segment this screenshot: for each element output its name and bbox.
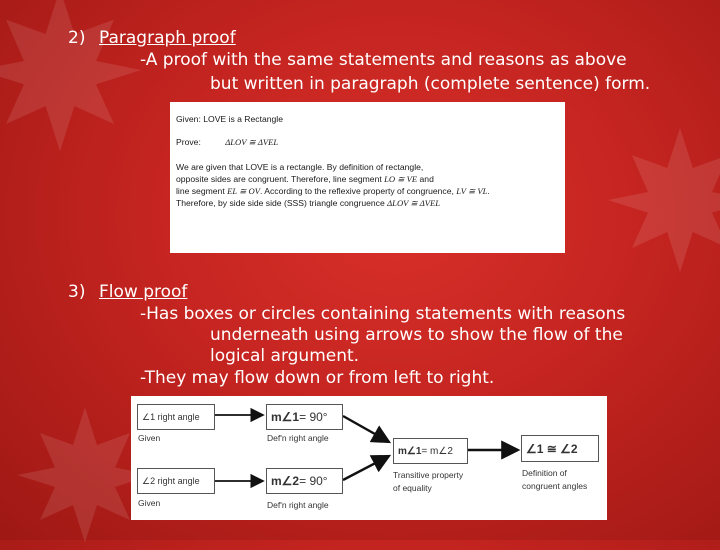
proof-math: LV ≅ VL [456,186,488,196]
paragraph-proof-desc-2: but written in paragraph (complete sentence) form. [210,74,651,94]
flow-box-reason: Given [138,433,161,443]
flow-proof-example-image [131,396,607,520]
proof-math: ΔLOV ≅ ΔVEL [387,198,441,208]
flow-proof-desc-2: underneath using arrows to show the flow of the [210,325,623,345]
proof-text: opposite sides are congruent. Therefore, line segment [176,174,385,184]
proof-math: EL ≅ OV [227,186,260,196]
flow-box-statement [393,438,468,464]
flow-box-reason: Transitive property [393,470,464,480]
flow-box-reason: congruent angles [522,481,588,491]
flow-proof-desc-1: -Has boxes or circles containing statements with reasons [140,304,626,324]
arrow [343,416,389,442]
proof-body-line [176,186,490,196]
statement-part: = 90° [299,474,328,488]
paragraph-proof-heading [68,28,236,48]
arrow [343,456,389,480]
paragraph-proof-title: Paragraph proof [99,28,236,48]
flow-box-statement: ∠1 right angle [137,404,215,430]
flow-box-statement [266,468,343,494]
paragraph-proof-desc-1: -A proof with the same statements and reasons as above [140,50,627,70]
proof-text: and [417,174,434,184]
statement-part: = m∠2 [421,445,453,457]
flow-box-statement: ∠2 right angle [137,468,215,494]
flow-box-statement: ∠1 ≅ ∠2 [521,435,599,462]
prove-label: Prove: [176,137,201,147]
given-line: Given: LOVE is a Rectangle [176,114,283,124]
maple-leaf-decoration [600,120,720,280]
paragraph-proof-example-image [170,102,565,253]
proof-body-line [176,198,440,208]
flow-box-reason: Definition of [522,468,567,478]
proof-math: LO ≅ VE [384,174,418,184]
statement-part: m∠1 [271,410,300,424]
flow-box-statement [266,404,343,430]
statement-part: m∠2 [271,474,300,488]
statement-part: m∠1 [398,445,422,457]
flow-box-reason: Def'n right angle [267,500,329,510]
flow-proof-heading [68,282,187,302]
prove-statement: ΔLOV ≅ ΔVEL [225,137,279,147]
statement-part: = 90° [299,410,328,424]
flow-proof-desc-4: -They may flow down or from left to right. [140,368,495,388]
flow-proof-desc-3: logical argument. [210,346,360,366]
prove-line [176,137,278,147]
flow-proof-title: Flow proof [99,282,188,302]
flow-box-reason: of equality [393,483,432,493]
proof-body-line: We are given that LOVE is a rectangle. By definition of rectangle, [176,162,424,172]
proof-text: . According to the reflexive property of congruence, [259,186,457,196]
proof-text: line segment [176,186,228,196]
proof-text: . [487,186,490,196]
item-number: 3) [68,282,86,302]
flow-box-reason: Def'n right angle [267,433,329,443]
item-number: 2) [68,28,86,48]
proof-text: Therefore, by side side side (SSS) triangle congruence [176,198,388,208]
flow-box-reason: Given [138,498,161,508]
proof-body-line [176,174,434,184]
maple-leaf-decoration [0,0,150,160]
